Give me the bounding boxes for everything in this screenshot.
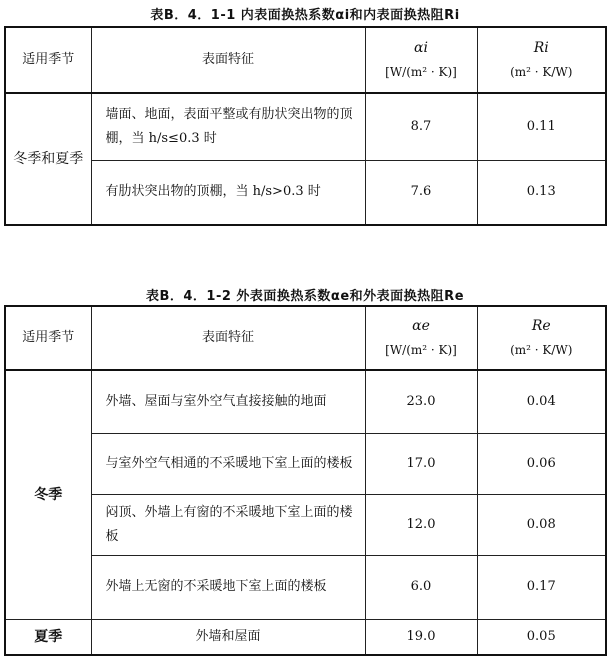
coef-cell: 8.7	[365, 93, 477, 160]
coef-cell: 23.0	[365, 370, 477, 433]
feature-cell: 与室外空气相通的不采暖地下室上面的楼板	[91, 433, 365, 494]
coef-unit: [W/(m² · K)]	[385, 65, 457, 79]
season-cell: 冬季和夏季	[5, 93, 91, 225]
feature-cell: 外墙上无窗的不采暖地下室上面的楼板	[91, 555, 365, 619]
resist-symbol: Ri	[533, 40, 549, 56]
coef-header	[365, 306, 477, 370]
resist-cell: 0.06	[477, 433, 606, 494]
coef-symbol: αe	[412, 318, 430, 334]
coef-cell: 12.0	[365, 494, 477, 555]
coef-cell: 7.6	[365, 160, 477, 225]
resist-header	[477, 306, 606, 370]
resist-symbol: Re	[531, 318, 551, 334]
feature-cell: 外墙、屋面与室外空气直接接触的地面	[91, 370, 365, 433]
table-row	[5, 433, 606, 494]
resist-unit: (m² · K/W)	[510, 343, 573, 357]
table-row	[5, 494, 606, 555]
feature-cell: 有肋状突出物的顶棚，当 h/s>0.3 时	[91, 160, 365, 225]
outer-surface-table	[4, 305, 607, 656]
table-row	[5, 160, 606, 225]
season-header: 适用季节	[5, 27, 91, 93]
table-row	[5, 619, 606, 655]
table2-header-row	[5, 306, 606, 370]
resist-header	[477, 27, 606, 93]
feature-cell: 闷顶、外墙上有窗的不采暖地下室上面的楼板	[91, 494, 365, 555]
table1-header-row	[5, 27, 606, 93]
coef-cell: 19.0	[365, 619, 477, 655]
feature-cell: 墙面、地面，表面平整或有肋状突出物的顶棚，当 h/s≤0.3 时	[91, 93, 365, 160]
table-row	[5, 370, 606, 433]
coef-cell: 6.0	[365, 555, 477, 619]
coef-symbol: αi	[414, 40, 428, 56]
feature-header: 表面特征	[91, 306, 365, 370]
resist-cell: 0.17	[477, 555, 606, 619]
coef-unit: [W/(m² · K)]	[385, 343, 457, 357]
coef-header	[365, 27, 477, 93]
coef-cell: 17.0	[365, 433, 477, 494]
resist-cell: 0.11	[477, 93, 606, 160]
resist-cell: 0.13	[477, 160, 606, 225]
resist-cell: 0.04	[477, 370, 606, 433]
table2-caption: 表B．4．1-2 外表面换热系数αe和外表面换热阻Re	[145, 289, 465, 304]
season-cell: 冬季	[5, 370, 91, 619]
table1-caption: 表B．4．1-1 内表面换热系数αi和内表面换热阻Ri	[150, 8, 460, 23]
resist-unit: (m² · K/W)	[510, 65, 573, 79]
table-row	[5, 555, 606, 619]
feature-cell: 外墙和屋面	[91, 619, 365, 655]
resist-cell: 0.08	[477, 494, 606, 555]
season-header: 适用季节	[5, 306, 91, 370]
inner-surface-table	[4, 26, 607, 226]
season-cell: 夏季	[5, 619, 91, 655]
table-row	[5, 93, 606, 160]
feature-header: 表面特征	[91, 27, 365, 93]
resist-cell: 0.05	[477, 619, 606, 655]
